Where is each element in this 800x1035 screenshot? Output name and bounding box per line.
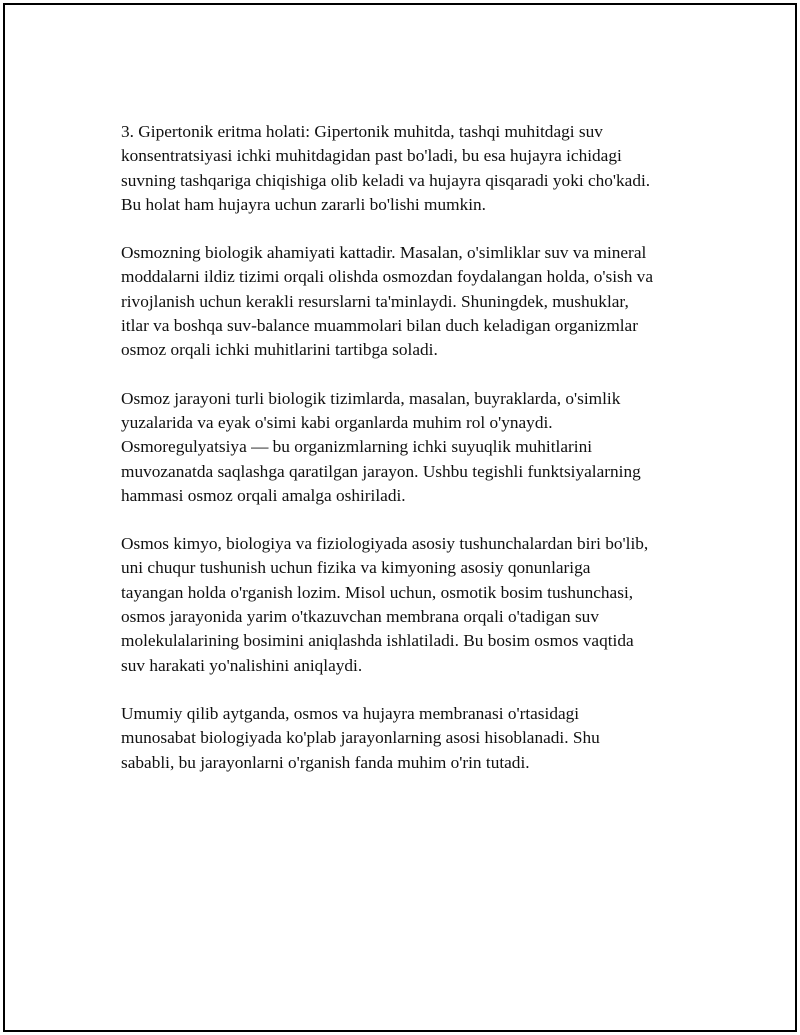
paragraph-hypertonic-state: 3. Gipertonik eritma holati: Gipertonik muhitda, tashqi muhitdagi suv konsentratsiyasi ichki muhitdagidan past bo'ladi, bu esa hujayra ichidagi suvning tashqariga chiqishiga olib keladi va hujayra qisqaradi yoki cho'kadi. Bu holat ham hujayra uchun zararli bo'lishi mumkin. (121, 122, 651, 214)
document-page (3, 3, 797, 1032)
paragraph-osmoregulation: Osmoz jarayoni turli biologik tizimlarda, masalan, buyraklarda, o'simlik yuzalarida va eyak o'simi kabi organlarda muhim rol o'ynaydi. Osmoregulyatsiya — bu organizmlarning ichki suyuqlik muhitlarini muvozanatda saqlashga qaratilgan jarayon. Ushbu tegishli funktsiyalarning hammasi osmoz orqali amalga oshiriladi. (121, 388, 641, 505)
paragraph-osmotic-pressure: Osmos kimyo, biologiya va fiziologiyada asosiy tushunchalardan biri bo'lib, uni chuqur tushunish uchun fizika va kimyoning asosiy qonunlariga tayangan holda o'rganish lozim. Misol uchun, osmotik bosim tushunchasi, osmos jarayonida yarim o'tkazuvchan membrana orqali o'tadigan suv molekulalarining bosimini aniqlashda ishlatiladi. Bu bosim osmos vaqtida suv harakati yo'nalishini aniqlaydi. (121, 534, 649, 675)
paragraph-biological-significance: Osmozning biologik ahamiyati kattadir. Masalan, o'simliklar suv va mineral moddalarni ildiz tizimi orqali olishda osmozdan foydalangan holda, o'sish va rivojlanish uchun kerakli resurslarni ta'minlaydi. Shuningdek, mushuklar, itlar va boshqa suv-balance muammolari bilan duch keladigan organizmlar osmoz orqali ichki muhitlarini tartibga soladi. (121, 243, 653, 360)
paragraph-conclusion: Umumiy qilib aytganda, osmos va hujayra membranasi o'rtasidagi munosabat biologiyada ko'plab jarayonlarning asosi hisoblanadi. Shu sababli, bu jarayonlarni o'rganish fanda muhim o'rin tutadi. (121, 703, 600, 772)
document-body (121, 120, 701, 799)
